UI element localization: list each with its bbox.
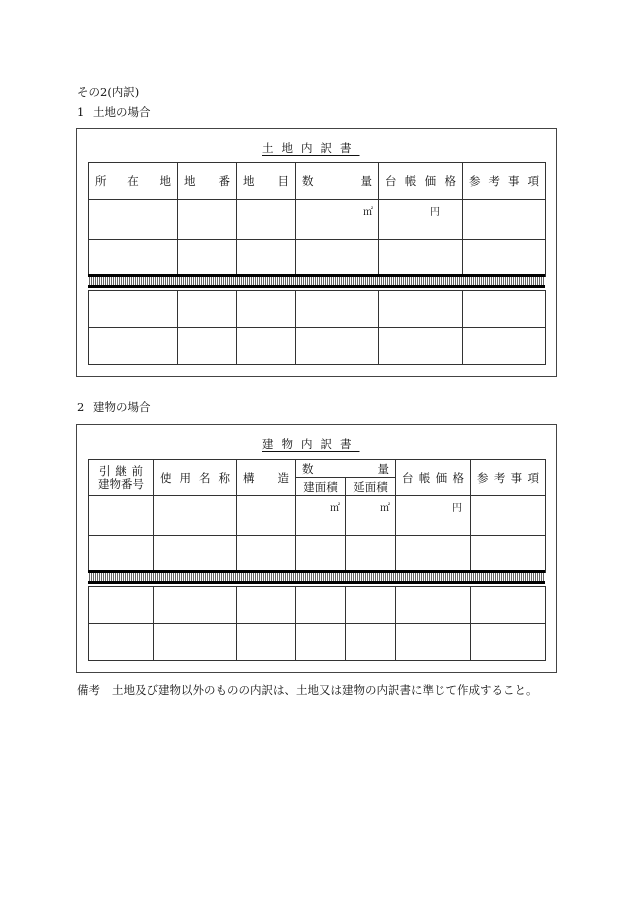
land-cell-location[interactable]: [89, 200, 178, 240]
building-row: [89, 624, 546, 661]
land-header-row: [89, 163, 546, 200]
building-cell[interactable]: [154, 624, 237, 661]
building-cell[interactable]: [154, 536, 237, 573]
building-cell[interactable]: [89, 496, 154, 536]
building-omission-separator: [88, 570, 545, 584]
building-cell[interactable]: [237, 536, 296, 573]
land-cell-category[interactable]: [237, 200, 296, 240]
building-cell[interactable]: [471, 587, 546, 624]
building-cell[interactable]: [296, 624, 346, 661]
building-cell[interactable]: [154, 496, 237, 536]
land-heading-number: 1: [77, 105, 85, 119]
building-header-row: [89, 460, 546, 478]
col-ledger-price: 台 帳 価 格: [396, 460, 471, 496]
land-cell[interactable]: [463, 291, 546, 328]
land-cell-lot[interactable]: [178, 200, 237, 240]
land-cell[interactable]: [296, 240, 379, 277]
building-cell[interactable]: [154, 587, 237, 624]
building-cell[interactable]: [237, 587, 296, 624]
land-table-top: [88, 162, 546, 277]
remark-text: 土地及び建物以外のものの内訳は、土地又は建物の内訳書に準じて作成すること。: [112, 683, 538, 697]
col-structure: 構 造: [237, 460, 296, 496]
land-cell[interactable]: [178, 328, 237, 365]
building-cell-price[interactable]: [396, 496, 471, 536]
sqm-unit: ㎡: [380, 503, 390, 514]
yen-unit: 円: [430, 207, 440, 218]
building-cell[interactable]: [396, 624, 471, 661]
land-cell[interactable]: [89, 240, 178, 277]
building-cell[interactable]: [471, 496, 546, 536]
land-heading: 土地の場合: [93, 105, 151, 119]
col-use-name: 使 用 名 称: [154, 460, 237, 496]
building-cell[interactable]: [396, 536, 471, 573]
building-cell[interactable]: [471, 624, 546, 661]
remark-label: 備考: [77, 683, 100, 697]
building-cell[interactable]: [296, 536, 346, 573]
col-prev-building-number: 引 継 前 建物番号: [89, 460, 154, 496]
building-cell[interactable]: [237, 496, 296, 536]
building-cell-floor-area[interactable]: [346, 496, 396, 536]
land-cell[interactable]: [89, 328, 178, 365]
building-heading: 建物の場合: [93, 400, 151, 414]
col-ledger-price: 台 帳 価 格: [379, 163, 463, 200]
land-cell[interactable]: [89, 291, 178, 328]
land-row: [89, 328, 546, 365]
land-cell[interactable]: [379, 328, 463, 365]
col-floor-area: 延面積: [346, 478, 396, 496]
col-building-area: 建面積: [296, 478, 346, 496]
col-notes: 参 考 事 項: [463, 163, 546, 200]
building-cell-building-area[interactable]: [296, 496, 346, 536]
sqm-unit: ㎡: [363, 207, 373, 218]
land-cell-price[interactable]: [379, 200, 463, 240]
building-row: [89, 536, 546, 573]
section-label: その2(内訳): [77, 85, 140, 99]
land-row: [89, 200, 546, 240]
building-row: [89, 587, 546, 624]
building-cell[interactable]: [471, 536, 546, 573]
building-cell[interactable]: [237, 624, 296, 661]
building-cell[interactable]: [89, 587, 154, 624]
col-lot-number: 地 番: [178, 163, 237, 200]
land-omission-separator: [88, 274, 545, 288]
land-cell[interactable]: [237, 328, 296, 365]
land-cell[interactable]: [237, 291, 296, 328]
land-row: [89, 291, 546, 328]
sqm-unit: ㎡: [330, 503, 340, 514]
land-cell[interactable]: [296, 291, 379, 328]
col-quantity: 数 量: [296, 163, 379, 200]
building-row: [89, 496, 546, 536]
building-heading-number: 2: [77, 400, 85, 414]
land-cell[interactable]: [178, 291, 237, 328]
land-form-title: 土地内訳書: [262, 141, 360, 155]
land-cell-notes[interactable]: [463, 200, 546, 240]
col-location: 所 在 地: [89, 163, 178, 200]
yen-unit: 円: [452, 503, 462, 514]
building-cell[interactable]: [346, 587, 396, 624]
land-cell-area[interactable]: [296, 200, 379, 240]
land-cell[interactable]: [296, 328, 379, 365]
col-notes: 参 考 事 項: [471, 460, 546, 496]
building-cell[interactable]: [346, 624, 396, 661]
land-row: [89, 240, 546, 277]
building-cell[interactable]: [89, 624, 154, 661]
land-cell[interactable]: [237, 240, 296, 277]
building-cell[interactable]: [89, 536, 154, 573]
building-form-title: 建物内訳書: [262, 437, 360, 451]
land-cell[interactable]: [463, 328, 546, 365]
building-cell[interactable]: [346, 536, 396, 573]
col-quantity: 数 量: [296, 460, 396, 478]
land-cell[interactable]: [379, 291, 463, 328]
land-cell[interactable]: [379, 240, 463, 277]
building-cell[interactable]: [296, 587, 346, 624]
building-table-bottom: [88, 586, 546, 661]
land-table-bottom: [88, 290, 546, 365]
col-land-category: 地 目: [237, 163, 296, 200]
land-cell[interactable]: [178, 240, 237, 277]
land-cell[interactable]: [463, 240, 546, 277]
building-table-top: [88, 459, 546, 573]
building-cell[interactable]: [396, 587, 471, 624]
